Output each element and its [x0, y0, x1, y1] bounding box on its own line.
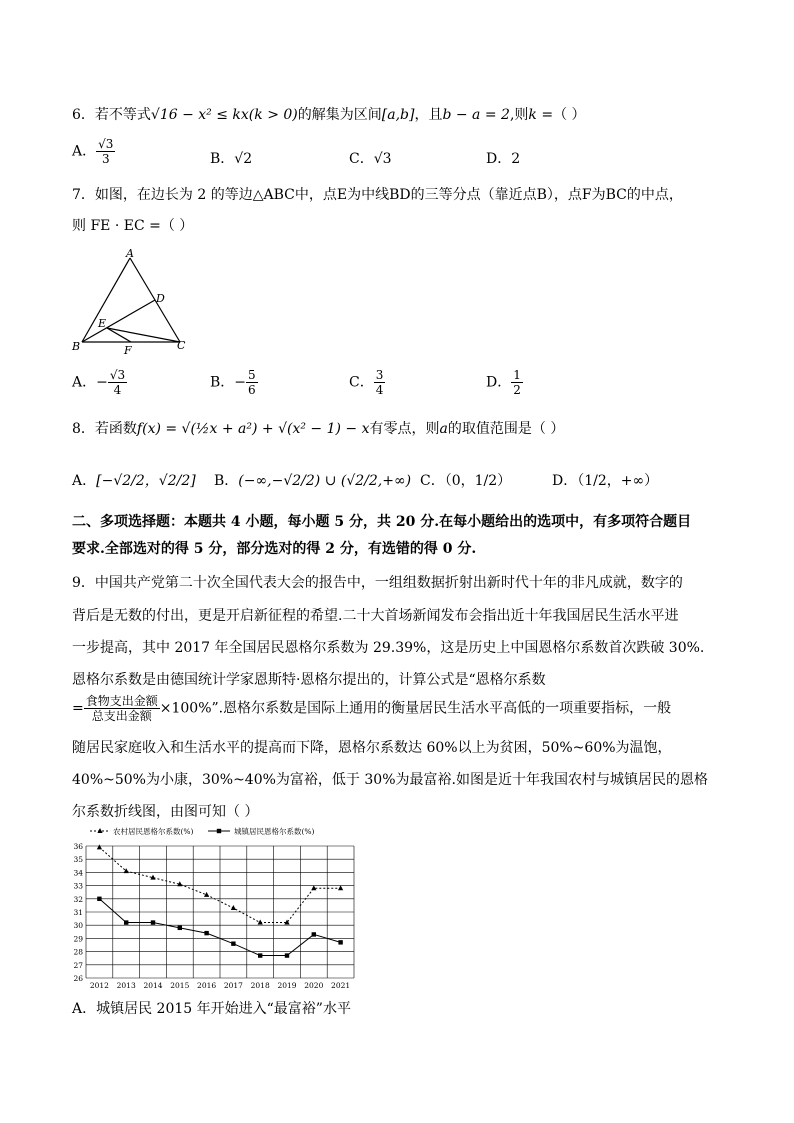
urban-point	[258, 953, 262, 957]
x-tick-label: 2013	[116, 981, 136, 990]
q6-paren: （ ）	[553, 107, 586, 123]
legend-urban-label: 城镇居民恩格尔系数(%)	[234, 827, 315, 836]
option-label: A．	[72, 374, 97, 391]
y-tick-label: 26	[73, 974, 83, 983]
option-text: （0，1/2）	[444, 473, 512, 489]
q6-stem	[72, 104, 586, 124]
q7-option-c	[349, 368, 385, 397]
q6-ask: ,则	[509, 107, 529, 123]
rural-point	[338, 885, 343, 890]
q7-line1: 7．如图，在边长为 2 的等边△ABC中，点E为中线BD的三等分点（靠近点B），点F为BC的中点，	[72, 187, 683, 203]
x-tick-label: 2018	[250, 981, 270, 990]
q9-line2: 背后是无数的付出，更是开启新征程的希望.二十大首场新闻发布会指出近十年我国居民生活水平进	[72, 608, 679, 624]
option-text: （1/2，+∞）	[577, 473, 659, 489]
q9-option-a: A．城镇居民 2015 年开始进入“最富裕”水平	[72, 1001, 351, 1017]
q6-interval: [a,b]	[381, 107, 415, 123]
q7-line2: 则 FE · EC =（ ）	[72, 218, 194, 234]
option-sign: −	[96, 374, 108, 391]
formula-tail: ×100%”.恩格尔系数是国际上通用的衡量居民生活水平高低的一项重要指标，一般	[159, 700, 672, 717]
frac-den: 6	[248, 383, 256, 397]
q8-option-b	[214, 470, 411, 490]
x-tick-label: 2015	[170, 981, 190, 990]
q6-option-b	[210, 148, 252, 168]
option-text: [−√2/2，√2/2]	[96, 473, 196, 489]
x-tick-label: 2017	[223, 981, 243, 990]
q8-function: f(x) = √(½x + a²) + √(x² − 1) − x	[136, 421, 370, 437]
x-tick-label: 2014	[143, 981, 163, 990]
y-tick-label: 30	[73, 921, 83, 931]
frac-num: √3	[98, 137, 114, 151]
frac-den: 4	[113, 383, 122, 397]
section2-line1: 二、多项选择题：本题共 4 小题，每小题 5 分，共 20 分.在每小题给出的选项中，有多项符合题目	[72, 514, 692, 530]
urban-point	[151, 920, 155, 924]
option-text: √2	[234, 151, 253, 167]
q9-line1: 9．中国共产党第二十次全国代表大会的报告中，一组组数据折射出新时代十年的非凡成就，数字的	[72, 575, 683, 591]
q8-stem	[72, 418, 564, 438]
label-e: E	[98, 317, 107, 330]
legend-urban-marker	[217, 829, 221, 833]
x-tick-label: 2012	[89, 981, 109, 990]
q6-condition: b − a = 2	[442, 107, 510, 123]
q6-mid2: ，且	[414, 107, 443, 123]
label-a: A	[126, 247, 134, 260]
option-text: 2	[511, 151, 521, 167]
frac-num: √3	[109, 368, 126, 382]
q7-option-d	[486, 368, 523, 397]
y-tick-label: 34	[73, 868, 83, 878]
option-sign: −	[234, 374, 247, 391]
option-label: C．	[420, 473, 445, 489]
q6-inequality: √16 − x² ≤ kx(k > 0)	[150, 107, 298, 123]
frac-num: 5	[248, 368, 256, 382]
engel-chart	[68, 822, 360, 992]
y-tick-label: 32	[73, 894, 83, 904]
frac-num: 1	[513, 368, 521, 382]
q9-line8: 尔系数折线图，由图可知（ ）	[72, 804, 259, 820]
q7-option-b	[210, 368, 258, 397]
y-tick-label: 29	[73, 934, 83, 944]
q6-prefix: 6．若不等式	[72, 107, 151, 123]
frac-num: 3	[375, 368, 384, 382]
y-tick-label: 35	[73, 855, 83, 865]
y-tick-label: 33	[73, 881, 83, 891]
frac-den: 3	[101, 152, 110, 166]
option-label: C．	[349, 374, 374, 391]
formula-eq: =	[72, 700, 84, 717]
q6-option-d	[486, 148, 520, 168]
urban-point	[312, 932, 316, 936]
q6-option-a	[72, 137, 115, 166]
q6-option-c	[349, 148, 392, 168]
y-tick-label: 28	[73, 947, 83, 957]
option-label: D．	[486, 374, 512, 391]
option-text: √3	[373, 151, 392, 167]
urban-point	[97, 897, 101, 901]
q8-prefix: 8．若函数	[72, 421, 137, 437]
urban-point	[124, 920, 128, 924]
label-d: D	[156, 292, 165, 305]
y-tick-label: 31	[73, 908, 83, 917]
x-tick-label: 2019	[277, 981, 297, 990]
q9-line6: 随居民家庭收入和生活水平的提高而下降，恩格尔系数达 60%以上为贫困，50%~60%为温饱，	[72, 740, 672, 756]
q8-suffix: 有零点，则	[369, 421, 440, 437]
q6-k: k =	[528, 107, 554, 123]
q9-line3: 一步提高，其中 2017 年全国居民恩格尔系数为 29.39%，这是历史上中国恩格尔系数首次跌破 30%.	[72, 640, 705, 656]
rural-point	[311, 885, 316, 890]
label-c: C	[177, 339, 186, 352]
y-tick-label: 36	[73, 842, 83, 851]
q9-formula-line	[72, 694, 671, 723]
urban-point	[231, 941, 235, 945]
urban-point	[204, 931, 208, 935]
option-label: A．	[72, 473, 97, 489]
frac-den: 2	[513, 383, 521, 397]
rural-point	[97, 844, 102, 849]
q8-a: a	[439, 421, 448, 437]
option-label: B．	[210, 151, 235, 167]
x-tick-label: 2016	[197, 981, 217, 990]
label-f: F	[124, 344, 132, 357]
y-tick-label: 27	[73, 960, 83, 970]
frac-den: 4	[375, 383, 384, 397]
option-label: D．	[552, 473, 578, 489]
x-tick-label: 2020	[304, 981, 324, 990]
option-label: A．	[72, 143, 97, 160]
option-text: (−∞,−√2/2) ∪ (√2/2,+∞)	[238, 473, 412, 489]
q9-line7: 40%~50%为小康，30%~40%为富裕，低于 30%为最富裕.如图是近十年我国农村与城镇居民的恩格	[72, 772, 708, 788]
label-b: B	[72, 340, 81, 353]
formula-numerator: 食物支出金额	[85, 694, 158, 708]
q8-option-c	[420, 470, 511, 490]
rural-point	[231, 905, 236, 910]
q6-mid: 的解集为区间	[297, 107, 382, 123]
urban-point	[338, 940, 342, 944]
x-tick-label: 2021	[331, 981, 351, 990]
q8-suffix2: 的取值范围是（ ）	[447, 421, 565, 437]
q8-option-a	[72, 470, 196, 490]
option-label: C．	[349, 151, 374, 167]
section2-line2: 要求.全部选对的得 5 分，部分选对的得 2 分，有选错的得 0 分.	[72, 541, 477, 557]
q7-option-a	[72, 368, 127, 397]
urban-point	[285, 953, 289, 957]
q9-line4: 恩格尔系数是由德国统计学家恩斯特·恩格尔提出的，计算公式是“恩格尔系数	[72, 672, 546, 688]
legend-rural-label: 农村居民恩格尔系数(%)	[113, 827, 194, 836]
option-label: B．	[210, 374, 235, 391]
triangle-figure	[70, 246, 200, 358]
urban-point	[178, 926, 182, 930]
option-label: B．	[214, 473, 239, 489]
formula-denominator: 总支出金额	[91, 709, 152, 723]
q8-option-d	[552, 470, 658, 490]
option-label: D．	[486, 151, 512, 167]
